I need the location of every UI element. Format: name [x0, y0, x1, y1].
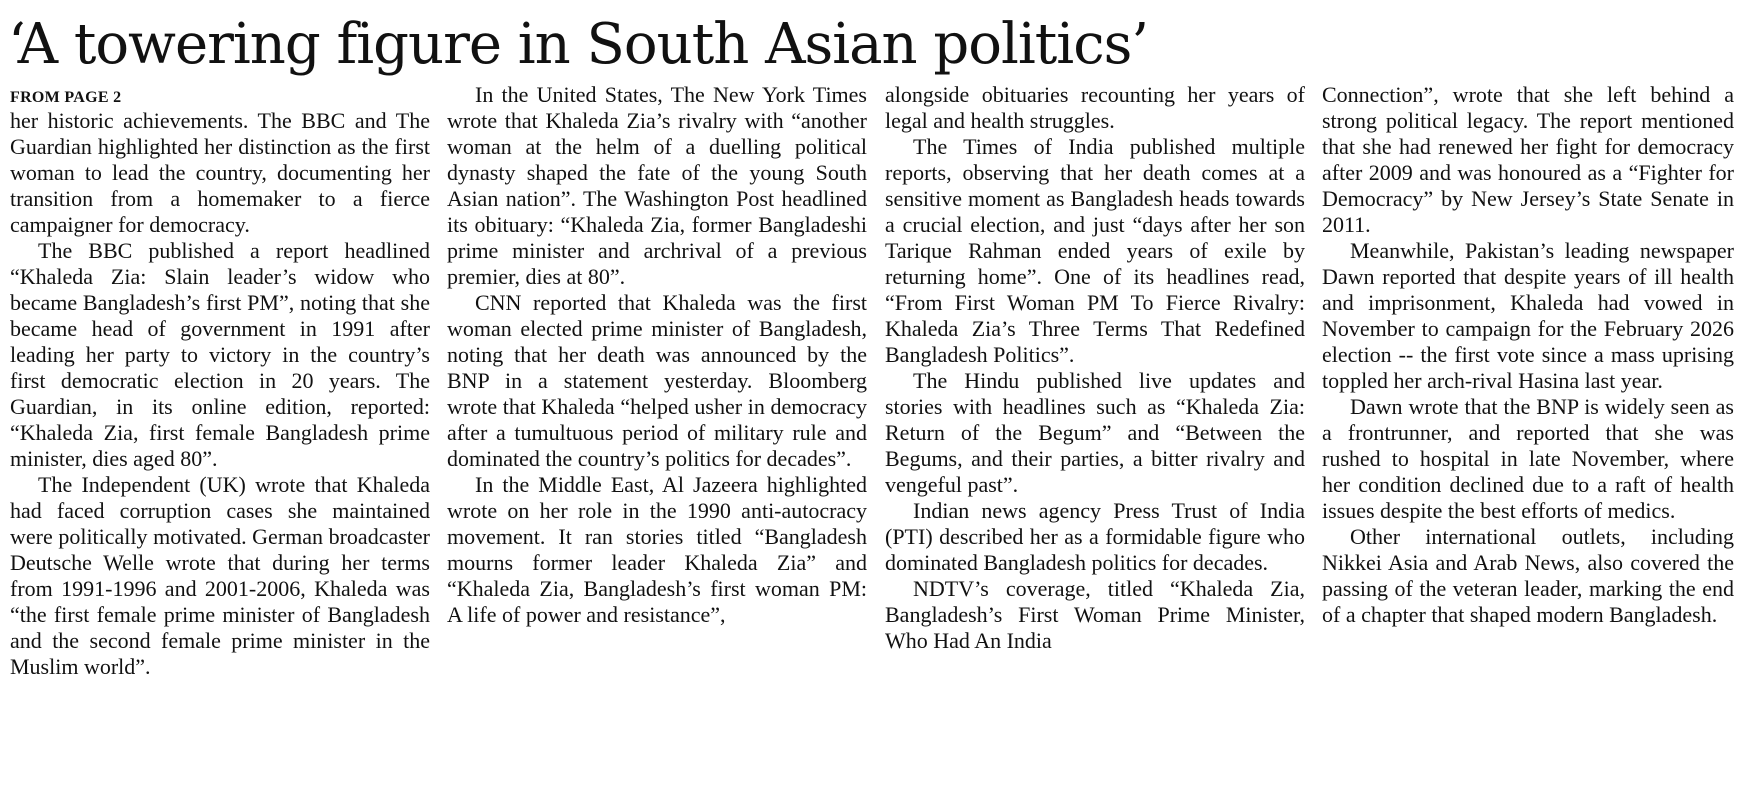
headline: ‘A towering figure in South Asian politics’	[8, 12, 1149, 77]
paragraph: In the United States, The New York Times wrote that Khaleda Zia’s rivalry with “another woman at the helm of a duelling political dynasty shaped the fate of the young South Asian nation”. The Washington Post headlined its obituary: “Khaleda Zia, former Bangladeshi prime minister and archrival of a previous premier, dies at 80”.	[447, 82, 867, 289]
paragraph: Other international outlets, including Nikkei Asia and Arab News, also covered the passing of the veteran leader, marking the end of a chapter that shaped modern Bangladesh.	[1322, 524, 1734, 627]
paragraph: The BBC published a report headlined “Khaleda Zia: Slain leader’s widow who became Bangladesh’s first PM”, noting that she became head of government in 1991 after leading her party to victory in the country’s first democratic election in 20 years. The Guardian, in its online edition, reported: “Khaleda Zia, first female Bangladesh prime minister, dies aged 80”.	[10, 238, 430, 471]
paragraph: Meanwhile, Pakistan’s leading newspaper Dawn reported that despite years of ill health and imprisonment, Khaleda had vowed in November to campaign for the February 2026 election -- the first vote since a mass uprising toppled her arch-rival Hasina last year.	[1322, 238, 1734, 393]
paragraph: Connection”, wrote that she left behind a strong political legacy. The report mentioned that she had renewed her fight for democracy after 2009 and was honoured as a “Fighter for Democracy” by New Jersey’s State Senate in 2011.	[1322, 82, 1734, 237]
paragraph: In the Middle East, Al Jazeera highlighted wrote on her role in the 1990 anti-autocracy movement. It ran stories titled “Bangladesh mourns former leader Khaleda Zia” and “Khaleda Zia, Bangladesh’s first woman PM: A life of power and resistance”,	[447, 472, 867, 627]
continued-from-label: FROM PAGE 2	[10, 89, 122, 106]
paragraph: The Times of India published multiple reports, observing that her death comes at a sensitive moment as Bangladesh heads towards a crucial election, and just “days after her son Tarique Rahman ended years of exile by returning home”. One of its headlines read, “From First Woman PM To Fierce Rivalry: Khaleda Zia’s Three Terms That Redefined Bangladesh Politics”.	[885, 134, 1305, 367]
paragraph: Indian news agency Press Trust of India (PTI) described her as a formidable figure who dominated Bangladesh politics for decades.	[885, 498, 1305, 575]
article-column-1	[10, 108, 430, 680]
paragraph: Dawn wrote that the BNP is widely seen as a frontrunner, and reported that she was rushed to hospital in late November, where her condition declined due to a raft of health issues despite the best efforts of medics.	[1322, 394, 1734, 523]
paragraph: The Independent (UK) wrote that Khaleda had faced corruption cases she maintained were politically motivated. German broadcaster Deutsche Welle wrote that during her terms from 1991-1996 and 2001-2006, Khaleda was “the first female prime minister of Bangladesh and the second female prime minister in the Muslim world”.	[10, 472, 430, 679]
article-column-4	[1322, 82, 1734, 628]
paragraph: NDTV’s coverage, titled “Khaleda Zia, Bangladesh’s First Woman Prime Minister, Who Had An India	[885, 576, 1305, 653]
paragraph: CNN reported that Khaleda was the first woman elected prime minister of Bangladesh, noting that her death was announced by the BNP in a statement yesterday. Bloomberg wrote that Khaleda “helped usher in democracy after a tumultuous period of military rule and dominated the country’s politics for decades”.	[447, 290, 867, 471]
article-column-3	[885, 82, 1305, 654]
article-column-2	[447, 82, 867, 628]
paragraph: her historic achievements. The BBC and The Guardian highlighted her distinction as the first woman to lead the country, documenting her transition from a homemaker to a fierce campaigner for democracy.	[10, 108, 430, 237]
paragraph: The Hindu published live updates and stories with headlines such as “Khaleda Zia: Return of the Begum” and “Between the Begums, and their parties, a bitter rivalry and vengeful past”.	[885, 368, 1305, 497]
paragraph: alongside obituaries recounting her years of legal and health struggles.	[885, 82, 1305, 133]
